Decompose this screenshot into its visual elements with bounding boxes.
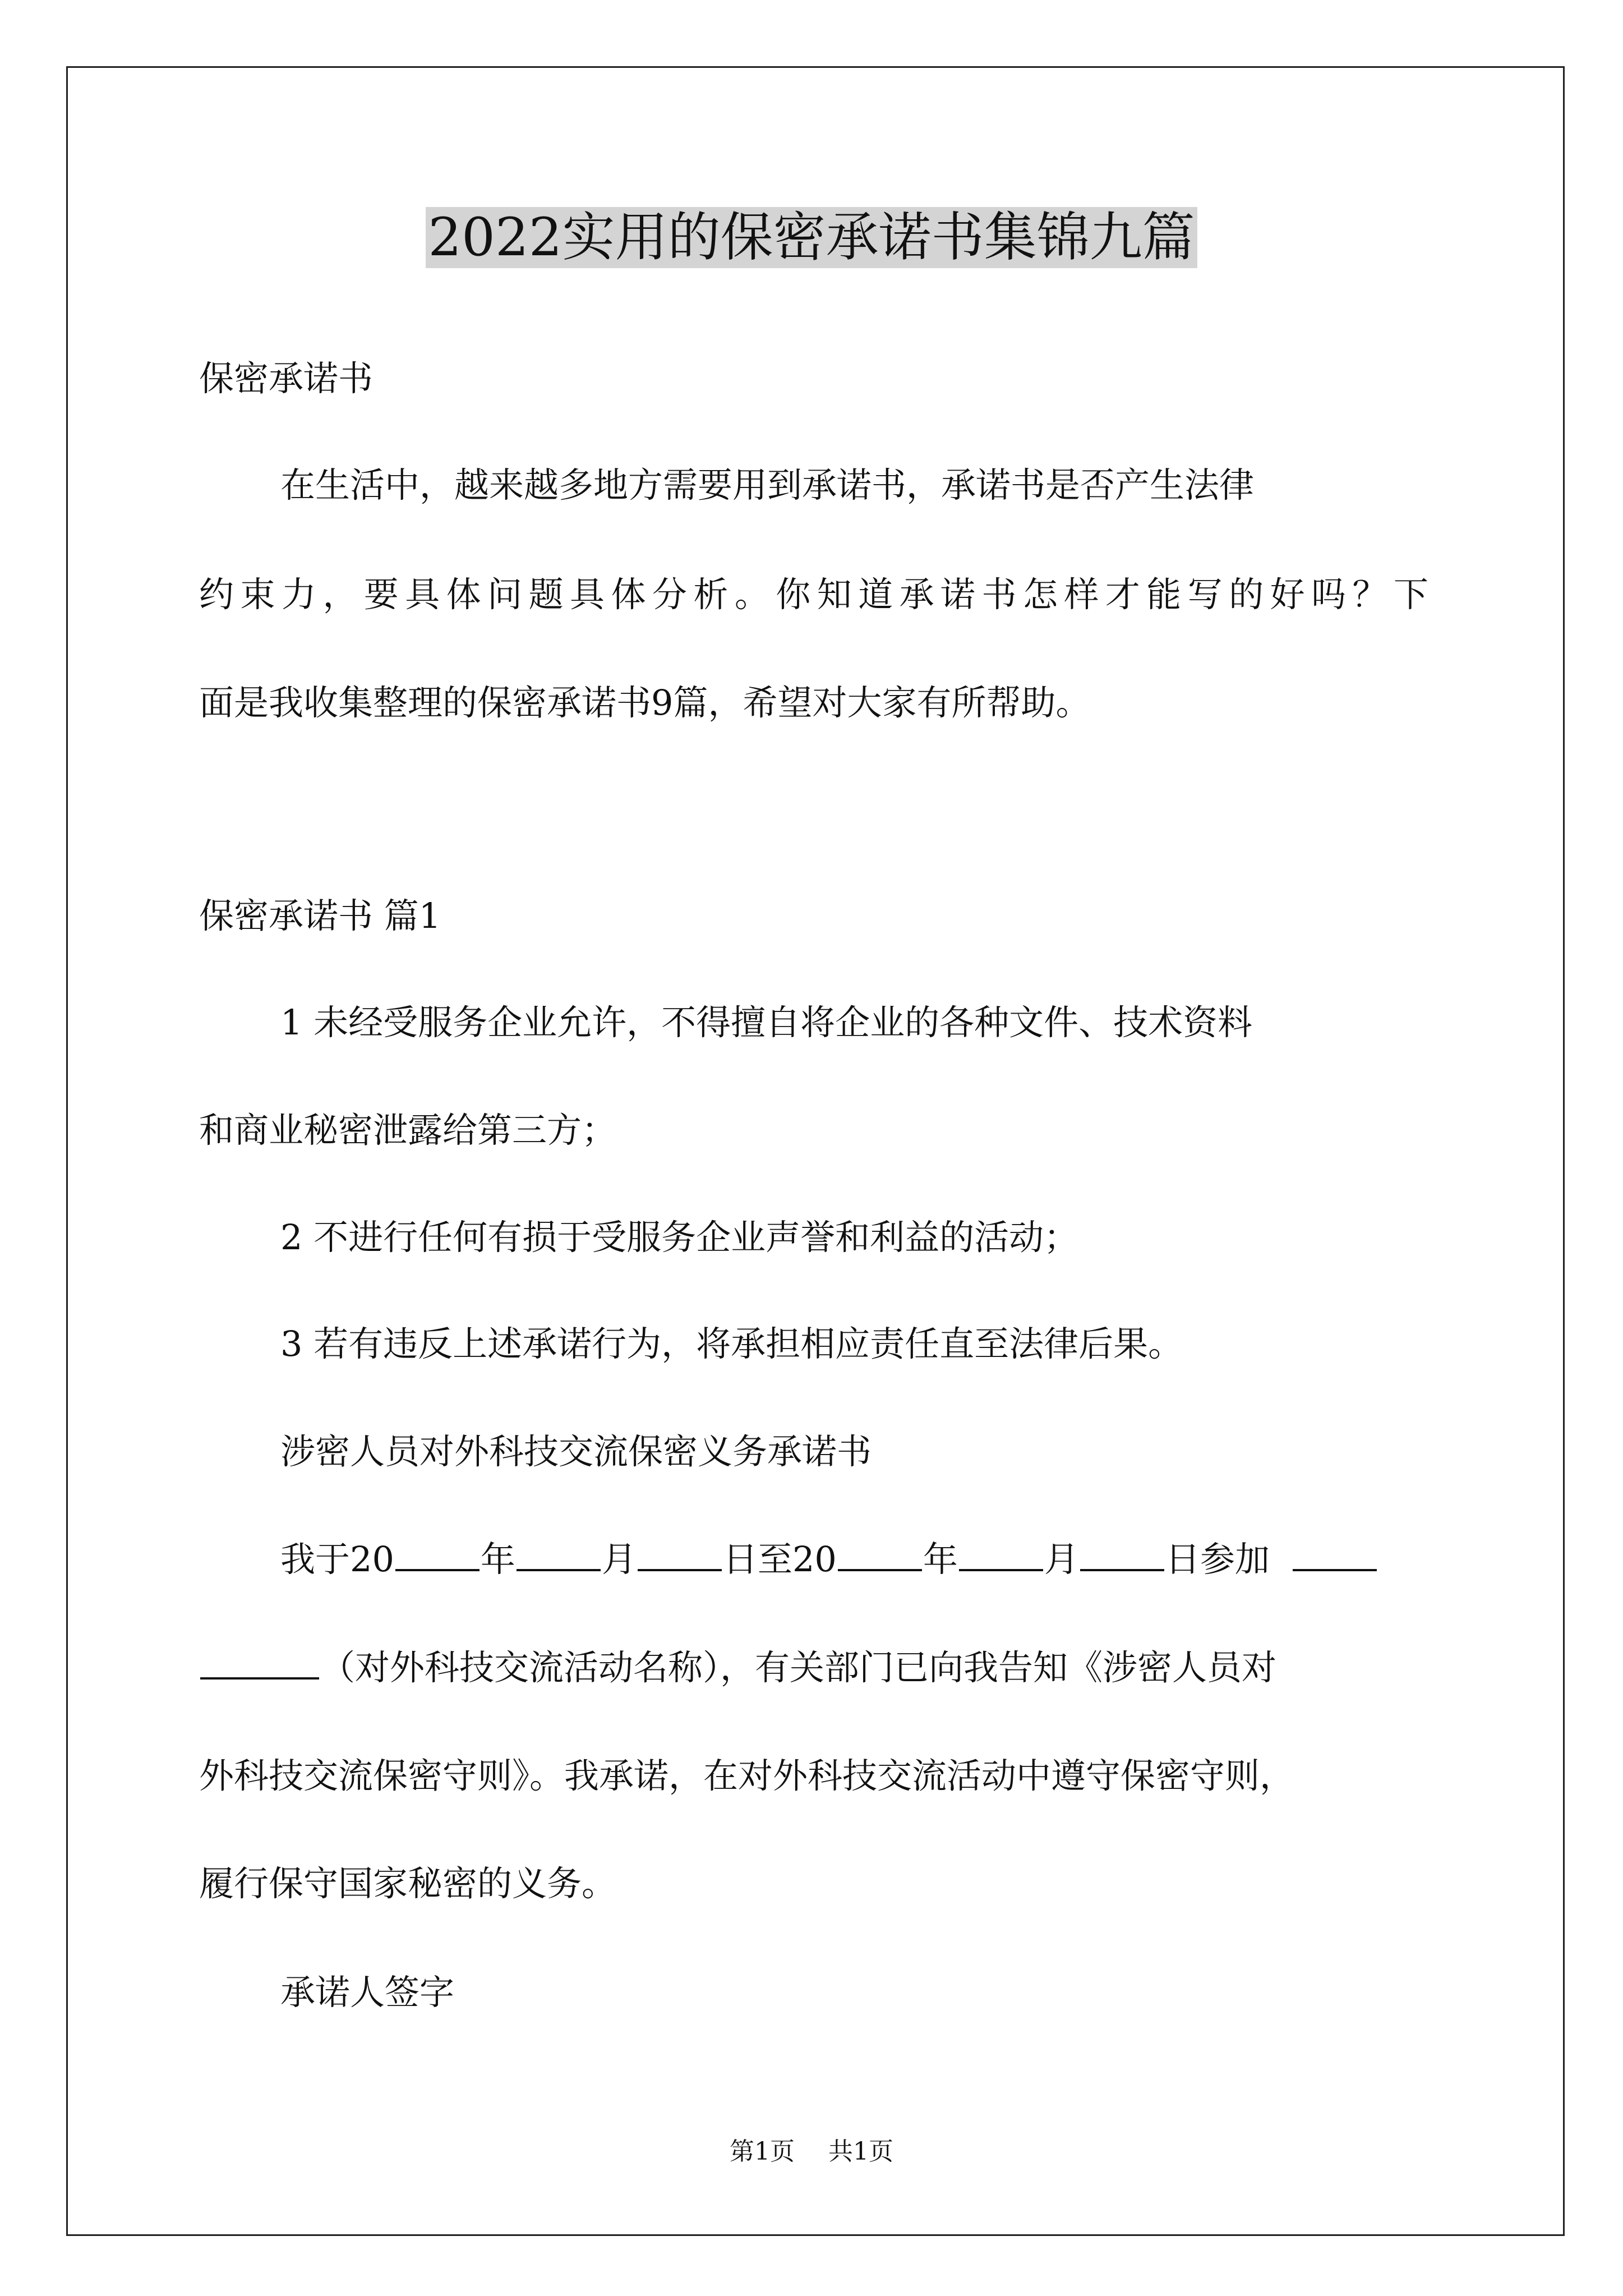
blank-activity-b <box>200 1642 319 1680</box>
document-title: 2022实用的保密承诺书集锦九篇 <box>0 199 1623 277</box>
page-total: 共1页 <box>828 2137 893 2166</box>
blank-year-1 <box>395 1534 479 1571</box>
blank-year-2 <box>838 1534 922 1571</box>
section-heading: 保密承诺书 <box>199 358 374 399</box>
pledge-line-3: 外科技交流保密守则》。我承诺，在对外科技交流活动中遵守保密守则， <box>199 1755 1295 1796</box>
item-2: 2 不进行任何有损于受服务企业声誉和利益的活动； <box>280 1217 1079 1258</box>
signature-label: 承诺人签字 <box>280 1972 455 2013</box>
item-3: 3 若有违反上述承诺行为，将承担相应责任直至法律后果。 <box>280 1323 1183 1364</box>
pledge-line-4: 履行保守国家秘密的义务。 <box>199 1863 617 1904</box>
blank-activity-a <box>1293 1534 1377 1571</box>
page-number: 第1页 <box>730 2137 795 2166</box>
pledge-line-2: （对外科技交流活动名称），有关部门已向我告知《涉密人员对 <box>199 1642 1276 1693</box>
item-1-line-2: 和商业秘密泄露给第三方； <box>199 1110 617 1151</box>
pledge-subtitle: 涉密人员对外科技交流保密义务承诺书 <box>280 1431 872 1472</box>
chapter1-heading: 保密承诺书 篇1 <box>199 895 441 936</box>
intro-line-3: 面是我收集整理的保密承诺书9篇，希望对大家有所帮助。 <box>199 682 1091 723</box>
page-footer <box>0 2135 1623 2169</box>
blank-month-1 <box>517 1534 601 1571</box>
item-1-line-1: 1 未经受服务企业允许，不得擅自将企业的各种文件、技术资料 <box>280 1002 1253 1043</box>
blank-day-2 <box>1080 1534 1164 1571</box>
blank-day-1 <box>638 1534 722 1571</box>
pledge-line-1: 我于20 年 月 日至20 年 月 日参加 <box>280 1534 1378 1585</box>
intro-line-2: 约束力，要具体问题具体分析。你知道承诺书怎样才能写的好吗？下 <box>199 574 1428 615</box>
intro-line-1: 在生活中，越来越多地方需要用到承诺书，承诺书是否产生法律 <box>280 464 1255 505</box>
blank-month-2 <box>959 1534 1043 1571</box>
